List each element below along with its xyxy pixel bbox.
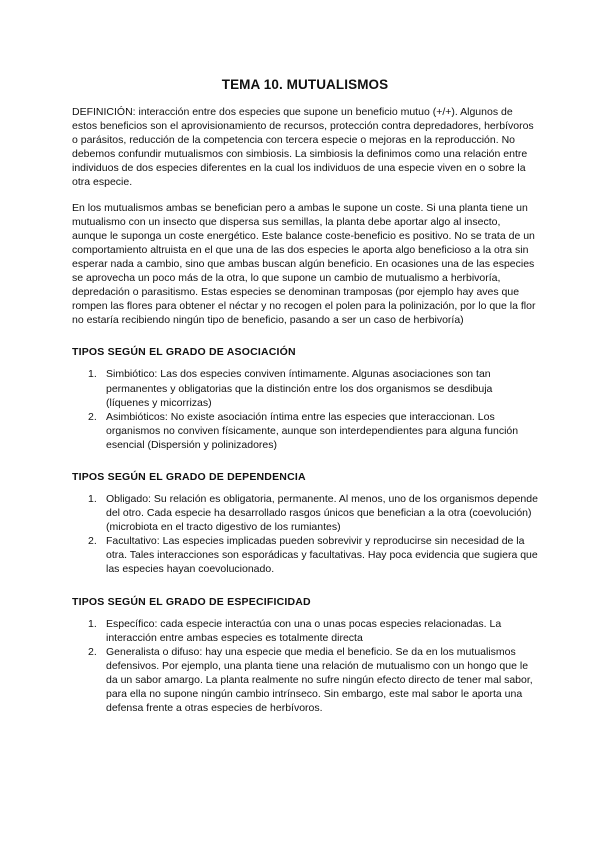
list-item-number: 2.	[88, 410, 97, 423]
list-asociacion	[72, 367, 538, 452]
list-item	[72, 367, 538, 409]
list-item-number: 2.	[88, 535, 97, 548]
mutualism-cost-paragraph: En los mutualismos ambas se benefician pero a ambas le supone un coste. Si una planta tiene un mutualismo con un insecto que dispersa sus semillas, la planta debe aportar algo al insecto, aunque le suponga un coste energético. Este balance coste-beneficio es positivo. No se trata de un comportamiento altruista en el que una de las dos especies le aporta algo beneficioso a la otra sin esperar nada a cambio, sino que ambas buscan algún beneficio. En ocasiones una de las especies se aprovecha un poco más de la otra, lo que supone un cambio de mutualismo a herbivoría, depredación o parasitismo. Estas especies se denominan tramposas (por ejemplo hay aves que rompen las flores para obtener el néctar y no recogen el polen para la polinización, por lo que la flor no estaría recibiendo ningún tipo de beneficio, pasando a ser un caso de herbivoría)	[72, 201, 536, 327]
list-item	[72, 492, 538, 534]
definition-paragraph: DEFINICIÓN: interacción entre dos especies que supone un beneficio mutuo (+/+). Algunos de estos beneficios son el aprovisionamiento de recursos, protección contra depredadores, herbívoros o parásitos, reducción de la competencia con tercera especie o mejoras en la reproducción. No debemos confundir mutualismos con simbiosis. La simbiosis la definimos como una relación entre individuos de dos especies diferentes en la cual los individuos de una especie viven en o sobre la otra especie.	[72, 106, 534, 189]
list-item	[72, 617, 538, 645]
list-item-number: 1.	[88, 368, 97, 381]
section-heading-dependencia: TIPOS SEGÚN EL GRADO DE DEPENDENCIA	[72, 470, 306, 483]
document-title: TEMA 10. MUTUALISMOS	[221, 77, 389, 92]
section-heading-asociacion: TIPOS SEGÚN EL GRADO DE ASOCIACIÓN	[72, 346, 296, 359]
list-item-text: Facultativo: Las especies implicadas pueden sobrevivir y reproducirse sin necesidad de la otra. Tales interacciones son esporádicas y facultativas. Hay poca evidencia que sugiera que las especies hayan coevolucionado.	[106, 535, 538, 576]
list-item-text: Obligado: Su relación es obligatoria, permanente. Al menos, uno de los organismos depende del otro. Cada especie ha desarrollado rasgos únicos que benefician a la otra (coevolución) (microbiota en el tracto digestivo de los rumiantes)	[106, 492, 538, 534]
list-item-text: Asimbióticos: No existe asociación íntima entre las especies que interaccionan. Los organismos no conviven físicamente, aunque son interdependientes para alguna función esencial (Dispersión y polinizadores)	[106, 410, 519, 451]
list-item	[72, 645, 538, 715]
list-item-number: 2.	[88, 645, 97, 658]
list-item	[72, 410, 538, 452]
list-item-number: 1.	[88, 617, 97, 630]
list-item-text: Específico: cada especie interactúa con una o unas pocas especies relacionadas. La interacción entre ambas especies es totalmente directa	[106, 617, 502, 644]
list-item-number: 1.	[88, 492, 97, 505]
list-item	[72, 534, 538, 576]
list-dependencia	[72, 492, 538, 577]
list-item-text: Generalista o difuso: hay una especie que media el beneficio. Se da en los mutualismos defensivos. Por ejemplo, una planta tiene una relación de mutualismo con un hongo que le da un sabor amargo. La planta realmente no sufre ningún efecto directo de tener mal sabor, para ella no supone ningún cambio intrínseco. Sin embargo, este mal sabor le aporta una defensa frente a otras especies de herbívoros.	[106, 645, 533, 715]
section-heading-especificidad: TIPOS SEGÚN EL GRADO DE ESPECIFICIDAD	[72, 595, 311, 608]
list-especificidad	[72, 617, 538, 716]
list-item-text: Simbiótico: Las dos especies conviven íntimamente. Algunas asociaciones son tan permanentes y obligatorias que la distinción entre los dos organismos se desdibuja (líquenes y micorrizas)	[106, 368, 493, 409]
